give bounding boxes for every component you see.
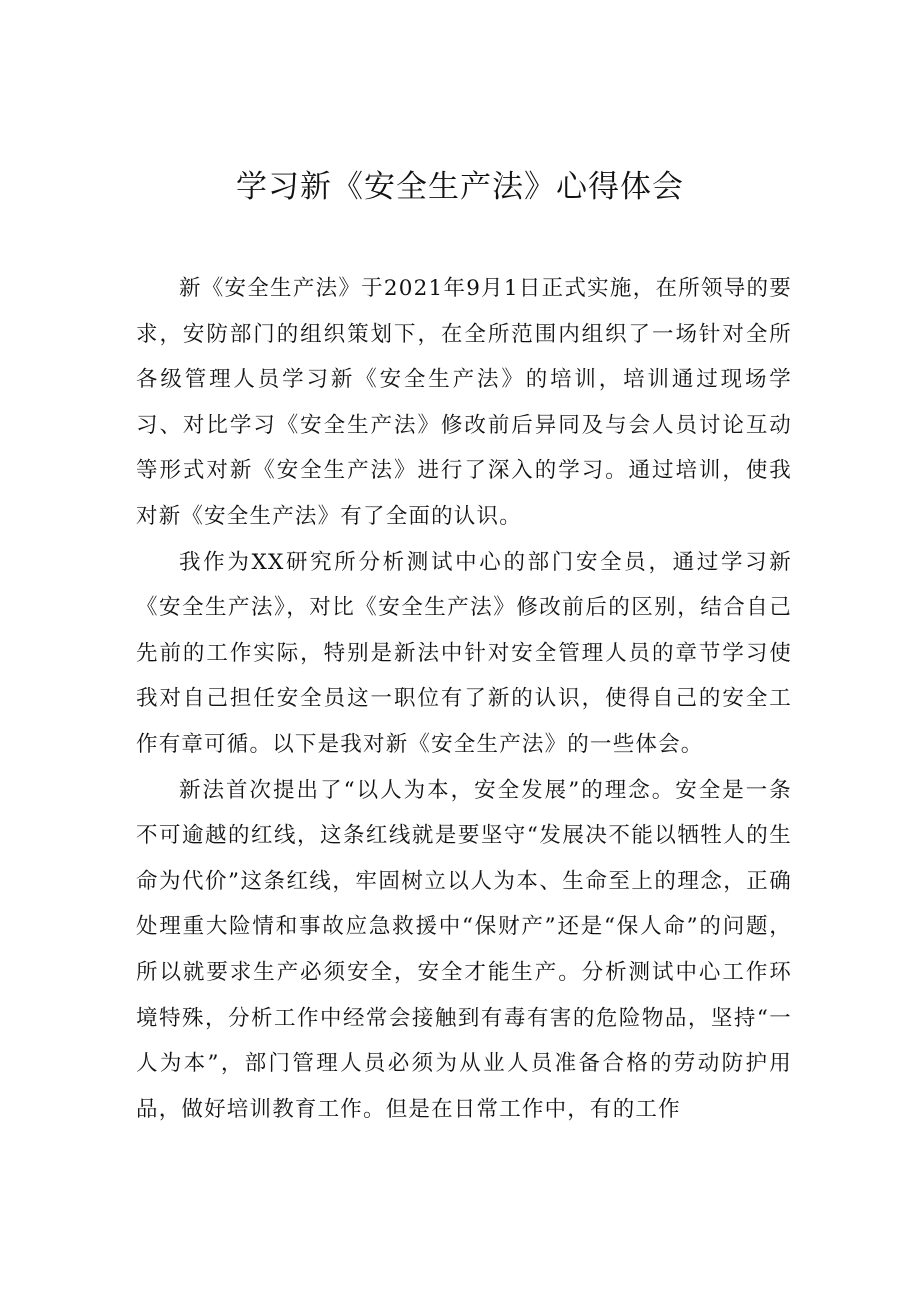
paragraph-2: 我作为XX研究所分析测试中心的部门安全员，通过学习新《安全生产法》，对比《安全生产法》修改前后的区别，结合自己先前的工作实际，特别是新法中针对安全管理人员的章节学习使我对自己担任安全员这一职位有了新的认识，使得自己的安全工作有章可循。以下是我对新《安全生产法》的一些体会。 <box>136 549 792 757</box>
paragraph-3: 新法首次提出了“以人为本，安全发展”的理念。安全是一条不可逾越的红线，这条红线就是要坚守“发展决不能以牺牲人的生命为代价”这条红线，牢固树立以人为本、生命至上的理念，正确处理重大险情和事故应急救援中“保财产”还是“保人命”的问题，所以就要求生产必须安全，安全才能生产。分析测试中心工作环境特殊，分析工作中经常会接触到有毒有害的危险物品，坚持“一人为本”，部门管理人员必须为从业人员准备合格的劳动防护用品，做好培训教育工作。但是在日常工作中，有的工作 <box>136 777 792 1122</box>
document-body <box>136 266 792 1132</box>
document-title: 学习新《安全生产法》心得体会 <box>236 169 684 205</box>
paragraph-1: 新《安全生产法》于2021年9月1日正式实施，在所领导的要求，安防部门的组织策划下，在全所范围内组织了一场针对全所各级管理人员学习新《安全生产法》的培训，培训通过现场学习、对比学习《安全生产法》修改前后异同及与会人员讨论互动等形式对新《安全生产法》进行了深入的学习。通过培训，使我对新《安全生产法》有了全面的认识。 <box>136 276 792 529</box>
